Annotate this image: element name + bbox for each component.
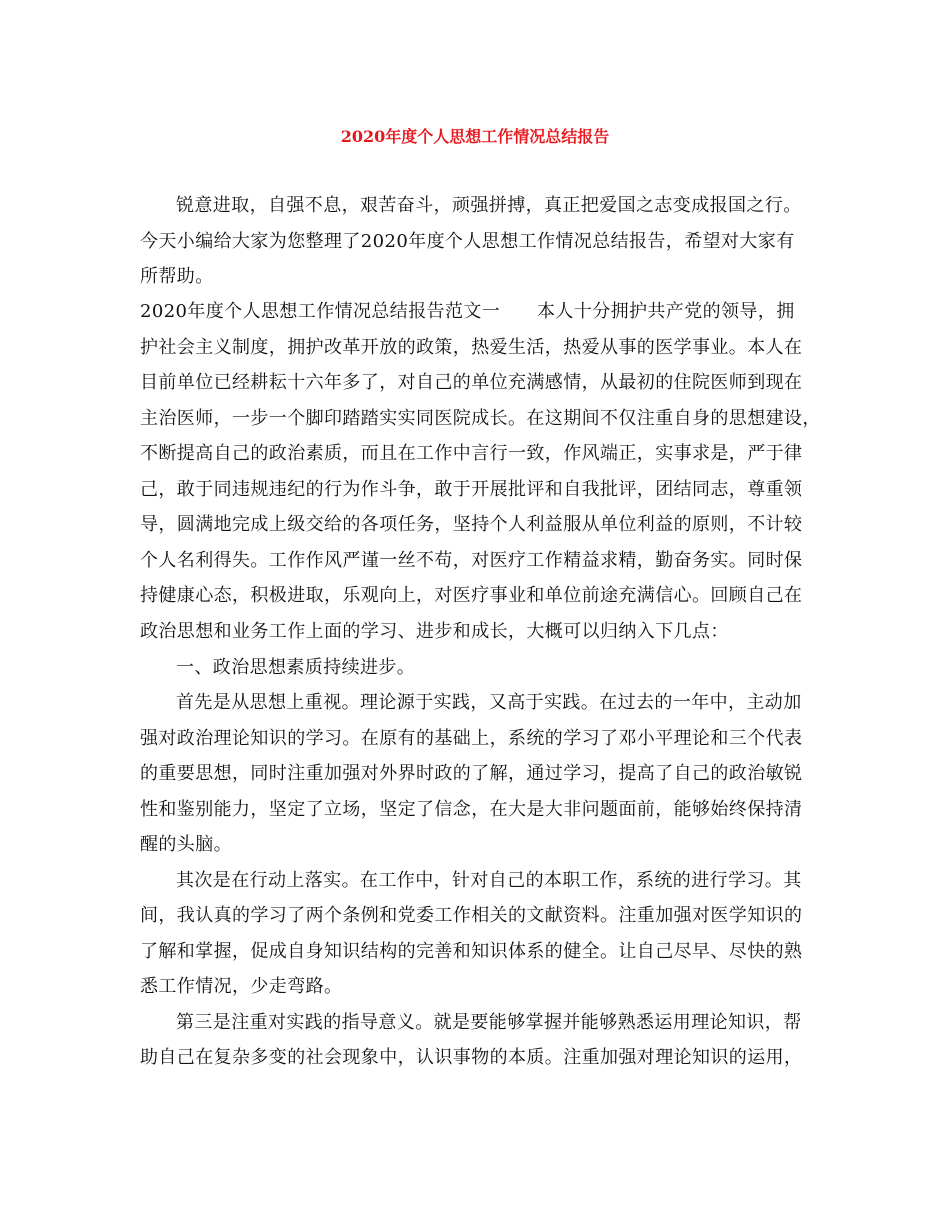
text-line-2: 今天小编给大家为您整理了2020年度个人思想工作情况总结报告，希望对大家有: [140, 231, 795, 252]
text-line-11: 个人名利得失。工作作风严谨一丝不苟，对医疗工作精益求精，勤奋务实。同时保: [140, 550, 803, 571]
section-heading-1: 一、政治思想素质持续进步。: [176, 657, 416, 678]
text-line-19: 醒的头脑。: [140, 834, 232, 855]
text-line-24: 第三是注重对实践的指导意义。就是要能够掌握并能够熟悉运用理论知识，帮: [176, 1012, 802, 1033]
text-line-3: 所帮助。: [140, 266, 214, 287]
text-line-7: 主治医师，一步一个脚印踏踏实实同医院成长。在这期间不仅注重自身的思想建设，: [140, 408, 821, 429]
text-line-10: 导，圆满地完成上级交给的各项任务，坚持个人利益服从单位利益的原则，不计较: [140, 514, 803, 535]
text-line-25: 助自己在复杂多变的社会现象中，认识事物的本质。注重加强对理论知识的运用，: [140, 1047, 803, 1068]
text-line-22: 了解和掌握，促成自身知识结构的完善和知识体系的健全。让自己尽早、尽快的熟: [140, 941, 803, 962]
document-title: 2020年度个人思想工作情况总结报告: [340, 127, 610, 146]
text-line-13: 政治思想和业务工作上面的学习、进步和成长，大概可以归纳入下几点：: [140, 621, 729, 642]
text-line-21: 间，我认真的学习了两个条例和党委工作相关的文献资料。注重加强对医学知识的: [140, 905, 803, 926]
text-line-1: 锐意进取，自强不息，艰苦奋斗，顽强拼搏，真正把爱国之志变成报国之行。: [176, 195, 802, 216]
text-line-18: 性和鉴别能力，坚定了立场，坚定了信念，在大是大非问题面前，能够始终保持清: [140, 799, 803, 820]
text-line-12: 持健康心态，积极进取，乐观向上，对医疗事业和单位前途充满信心。回顾自己在: [140, 585, 803, 606]
text-line-8: 不断提高自己的政治素质，而且在工作中言行一致，作风端正，实事求是，严于律: [140, 443, 803, 464]
text-line-15: 首先是从思想上重视。理论源于实践，又高于实践。在过去的一年中，主动加: [176, 692, 802, 713]
text-line-5: 护社会主义制度，拥护改革开放的政策，热爱生活，热爱从事的医学事业。本人在: [140, 337, 803, 358]
text-line-16: 强对政治理论知识的学习。在原有的基础上，系统的学习了邓小平理论和三个代表: [140, 728, 803, 749]
text-line-6: 目前单位已经耕耘十六年多了，对自己的单位充满感情，从最初的住院医师到现在: [140, 372, 803, 393]
text-line-9: 己，敢于同违规违纪的行为作斗争，敢于开展批评和自我批评，团结同志，尊重领: [140, 479, 803, 500]
text-line-20: 其次是在行动上落实。在工作中，针对自己的本职工作，系统的进行学习。其: [176, 870, 802, 891]
text-line-17: 的重要思想，同时注重加强对外界时政的了解，通过学习，提高了自己的政治敏锐: [140, 763, 803, 784]
text-line-23: 悉工作情况，少走弯路。: [140, 976, 343, 997]
text-line-4: 2020年度个人思想工作情况总结报告范文一 本人十分拥护共产党的领导，拥: [140, 301, 795, 322]
